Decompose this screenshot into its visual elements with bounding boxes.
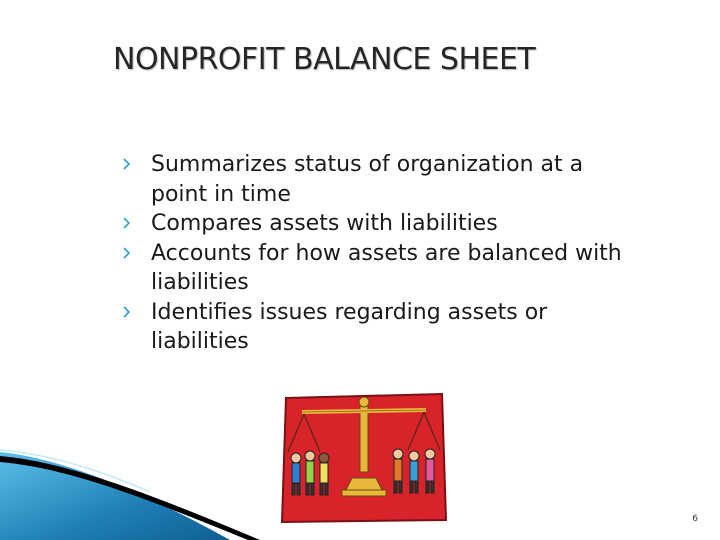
chevron-right-icon	[120, 151, 134, 177]
bullet-text: Identifies issues regarding assets or liabilities	[151, 299, 548, 354]
bullet-item	[120, 150, 640, 209]
chevron-right-icon	[120, 299, 134, 325]
bullet-list	[120, 150, 640, 357]
bullet-item	[120, 239, 640, 298]
balance-scale-clipart	[280, 392, 448, 524]
blue-swoosh-decoration	[0, 440, 320, 540]
bullet-text: Accounts for how assets are balanced with liabilities	[151, 240, 622, 295]
chevron-right-icon	[120, 240, 134, 266]
bullet-text: Summarizes status of organization at a point in time	[151, 152, 584, 207]
bullet-item	[120, 209, 640, 239]
slide-title: NONPROFIT BALANCE SHEET	[113, 42, 536, 77]
bullet-item	[120, 298, 640, 357]
chevron-right-icon	[120, 210, 134, 236]
page-number: 6	[692, 514, 698, 524]
bullet-text: Compares assets with liabilities	[151, 211, 498, 236]
